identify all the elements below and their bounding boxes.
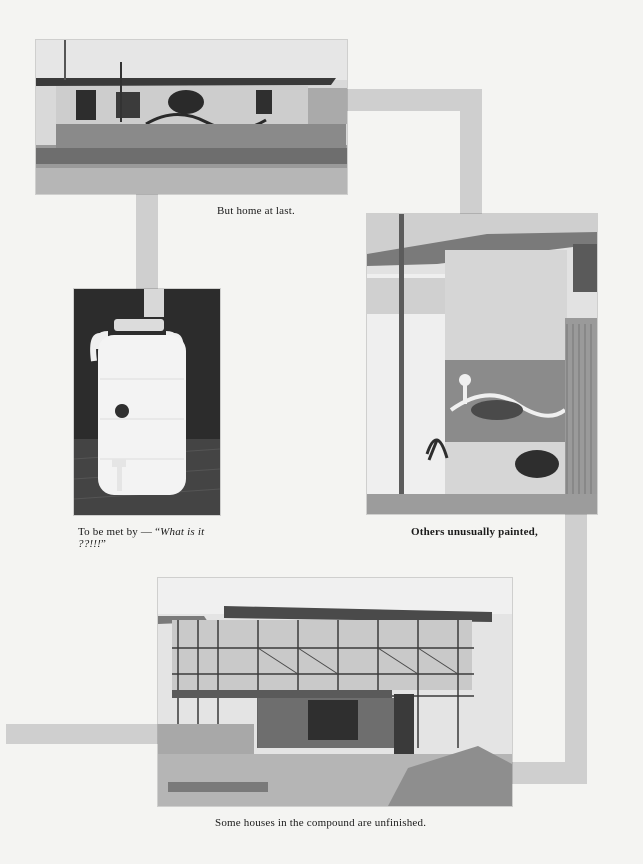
connector-bar-left-bottom bbox=[6, 724, 158, 744]
connector-bar-right-bottom bbox=[512, 762, 587, 784]
house-photo bbox=[36, 40, 347, 194]
water-container-photo bbox=[74, 289, 220, 515]
caption-painted: Others unusually painted, bbox=[411, 526, 538, 538]
mural-photo bbox=[367, 214, 597, 514]
caption-unfinished: Some houses in the compound are unfinished. bbox=[215, 817, 427, 829]
connector-bar-left-vertical bbox=[136, 193, 158, 289]
construction-photo bbox=[158, 578, 512, 806]
caption-container-suffix: ” bbox=[101, 538, 107, 550]
connector-bar-top-right bbox=[460, 89, 482, 215]
caption-home: But home at last. bbox=[217, 205, 295, 217]
connector-bar-right-vertical bbox=[565, 512, 587, 784]
caption-container-italic: What is it ??!!! bbox=[78, 526, 205, 550]
caption-container-prefix: To be met by — “ bbox=[78, 526, 161, 538]
caption-container bbox=[78, 526, 220, 550]
